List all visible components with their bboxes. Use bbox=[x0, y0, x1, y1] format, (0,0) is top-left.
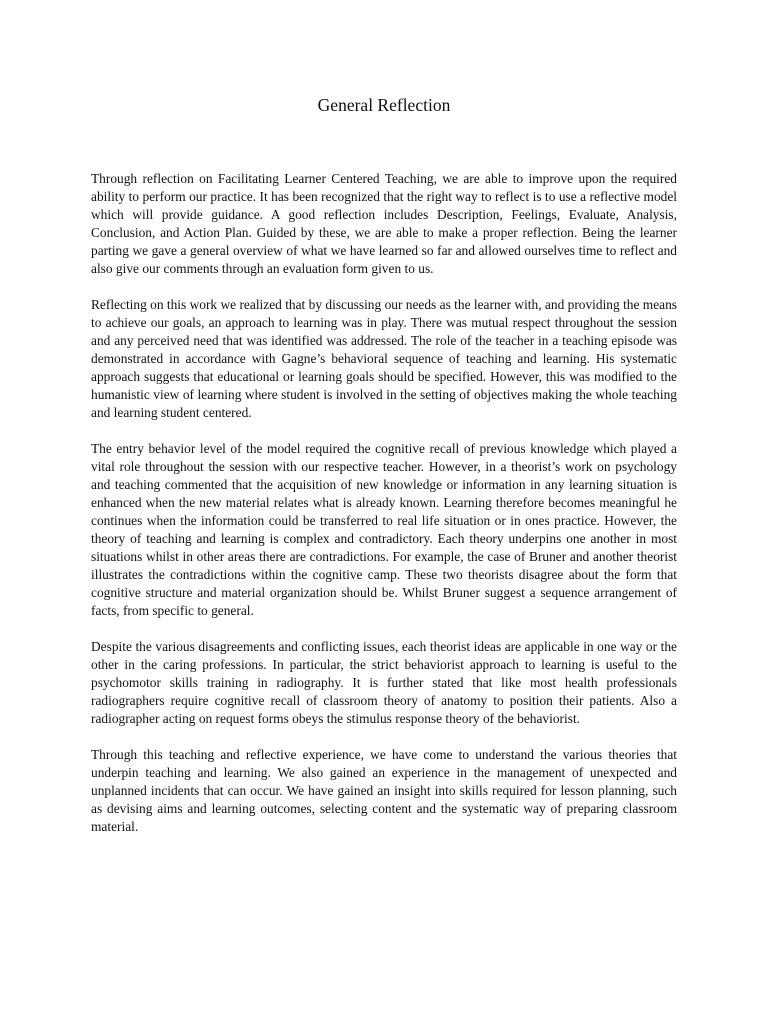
page-title: General Reflection bbox=[317, 95, 451, 115]
paragraph-2: Reflecting on this work we realized that by discussing our needs as the learner with, and providing the means to achieve our goals, an approach to learning was in play. There was mutual respect throughout the session and any perceived need that was identified was addressed. The role of the teacher in a teaching episode was demonstrated in accordance with Gagne’s behavioral sequence of teaching and learning. His systematic approach suggests that educational or learning goals should be specified. However, this was modified to the humanistic view of learning where student is involved in the setting of objectives making the whole teaching and learning student centered. bbox=[91, 297, 677, 420]
document-body bbox=[91, 170, 677, 854]
paragraph-5: Through this teaching and reflective experience, we have come to understand the various theories that underpin teaching and learning. We also gained an experience in the management of unexpected and unplanned incidents that can occur. We have gained an insight into skills required for lesson planning, such as devising aims and learning outcomes, selecting content and the systematic way of preparing classroom material. bbox=[91, 747, 677, 834]
paragraph-3: The entry behavior level of the model required the cognitive recall of previous knowledge which played a vital role throughout the session with our respective teacher. However, in a theorist’s work on psychology and teaching commented that the acquisition of new knowledge or information in any learning situation is enhanced when the new material relates what is already known. Learning therefore becomes meaningful he continues when the information could be transferred to real life situation or in ones practice. However, the theory of teaching and learning is complex and contradictory. Each theory underpins one another in most situations whilst in other areas there are contradictions. For example, the case of Bruner and another theorist illustrates the contradictions within the cognitive camp. These two theorists disagree about the form that cognitive structure and material organization should be. Whilst Bruner suggest a sequence arrangement of facts, from specific to general. bbox=[91, 441, 677, 618]
paragraph-1: Through reflection on Facilitating Learner Centered Teaching, we are able to improve upon the required ability to perform our practice. It has been recognized that the right way to reflect is to use a reflective model which will provide guidance. A good reflection includes Description, Feelings, Evaluate, Analysis, Conclusion, and Action Plan. Guided by these, we are able to make a proper reflection. Being the learner parting we gave a general overview of what we have learned so far and allowed ourselves time to reflect and also give our comments through an evaluation form given to us. bbox=[91, 171, 677, 276]
paragraph-4: Despite the various disagreements and conflicting issues, each theorist ideas are applicable in one way or the other in the caring professions. In particular, the strict behaviorist approach to learning is useful to the psychomotor skills training in radiography. It is further stated that like most health professionals radiographers require cognitive recall of classroom theory of anatomy to position their patients. Also a radiographer acting on request forms obeys the stimulus response theory of the behaviorist. bbox=[91, 639, 677, 726]
